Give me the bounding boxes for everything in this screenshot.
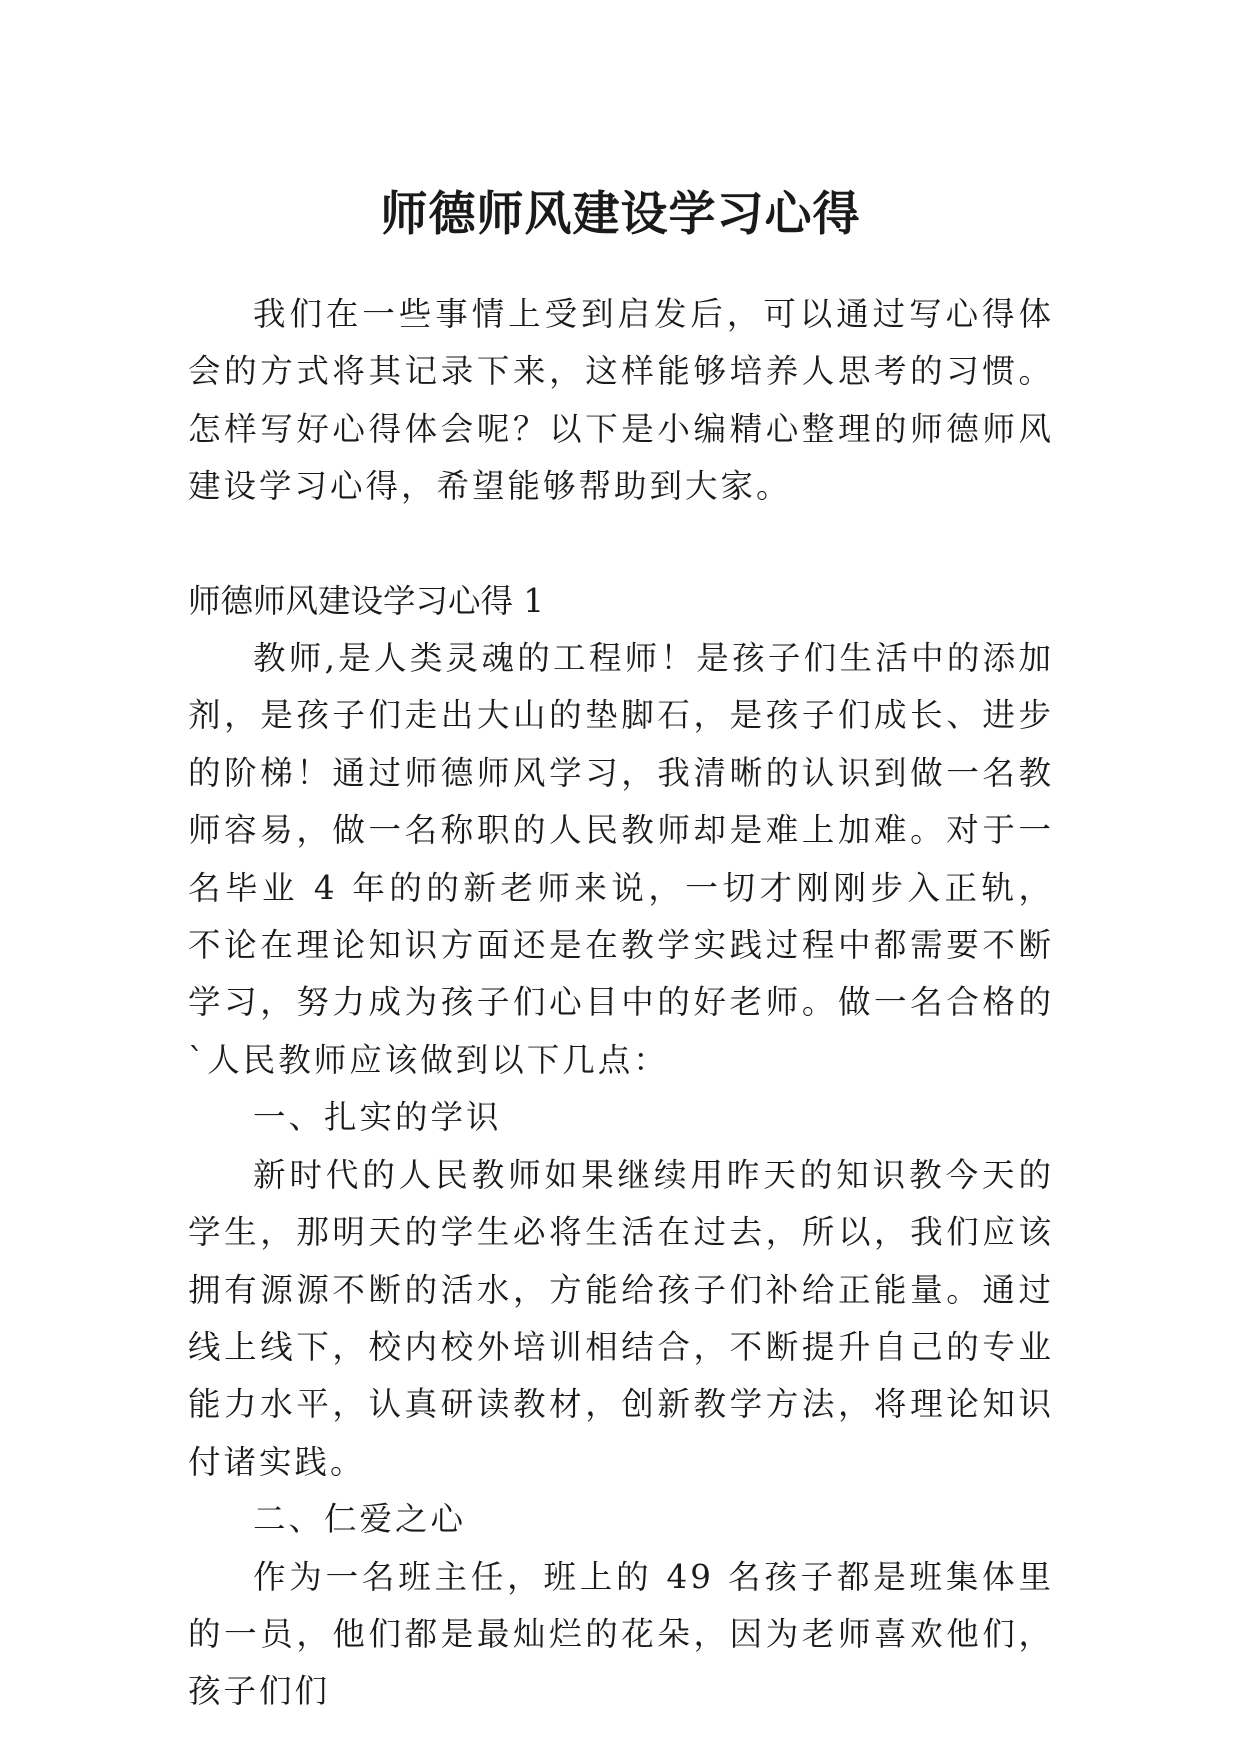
section-heading-1: 师德师风建设学习心得 1	[188, 581, 545, 620]
intro-paragraph: 我们在一些事情上受到启发后，可以通过写心得体会的方式将其记录下来，这样能够培养人思考的习惯。怎样写好心得体会呢？以下是小编精心整理的师德师风建设学习心得，希望能够帮助到大家。	[188, 295, 1054, 506]
section1-paragraph: 教师,是人类灵魂的工程师！是孩子们生活中的添加剂，是孩子们走出大山的垫脚石，是孩子们成长、进步的阶梯！通过师德师风学习，我清晰的认识到做一名教师容易，做一名称职的人民教师却是难上加难。对于一名毕业 4 年的的新老师来说，一切才刚刚步入正轨，不论在理论知识方面还是在教学实践过程中都需要不断学习，努力成为孩子们心目中的好老师。做一名合格的`人民教师应该做到以下几点：	[188, 639, 1054, 1079]
document-body	[188, 286, 1054, 1721]
point2-paragraph: 作为一名班主任，班上的 49 名孩子都是班集体里的一员，他们都是最灿烂的花朵，因为老师喜欢他们，孩子们们	[188, 1557, 1054, 1711]
point1-paragraph: 新时代的人民教师如果继续用昨天的知识教今天的学生，那明天的学生必将生活在过去，所以，我们应该拥有源源不断的活水，方能给孩子们补给正能量。通过线上线下，校内校外培训相结合，不断提升自己的专业能力水平，认真研读教材，创新教学方法，将理论知识付诸实践。	[188, 1155, 1054, 1481]
point2-heading: 二、仁爱之心	[253, 1500, 467, 1539]
point1-heading: 一、扎实的学识	[253, 1098, 502, 1137]
document-title: 师德师风建设学习心得	[380, 187, 861, 243]
